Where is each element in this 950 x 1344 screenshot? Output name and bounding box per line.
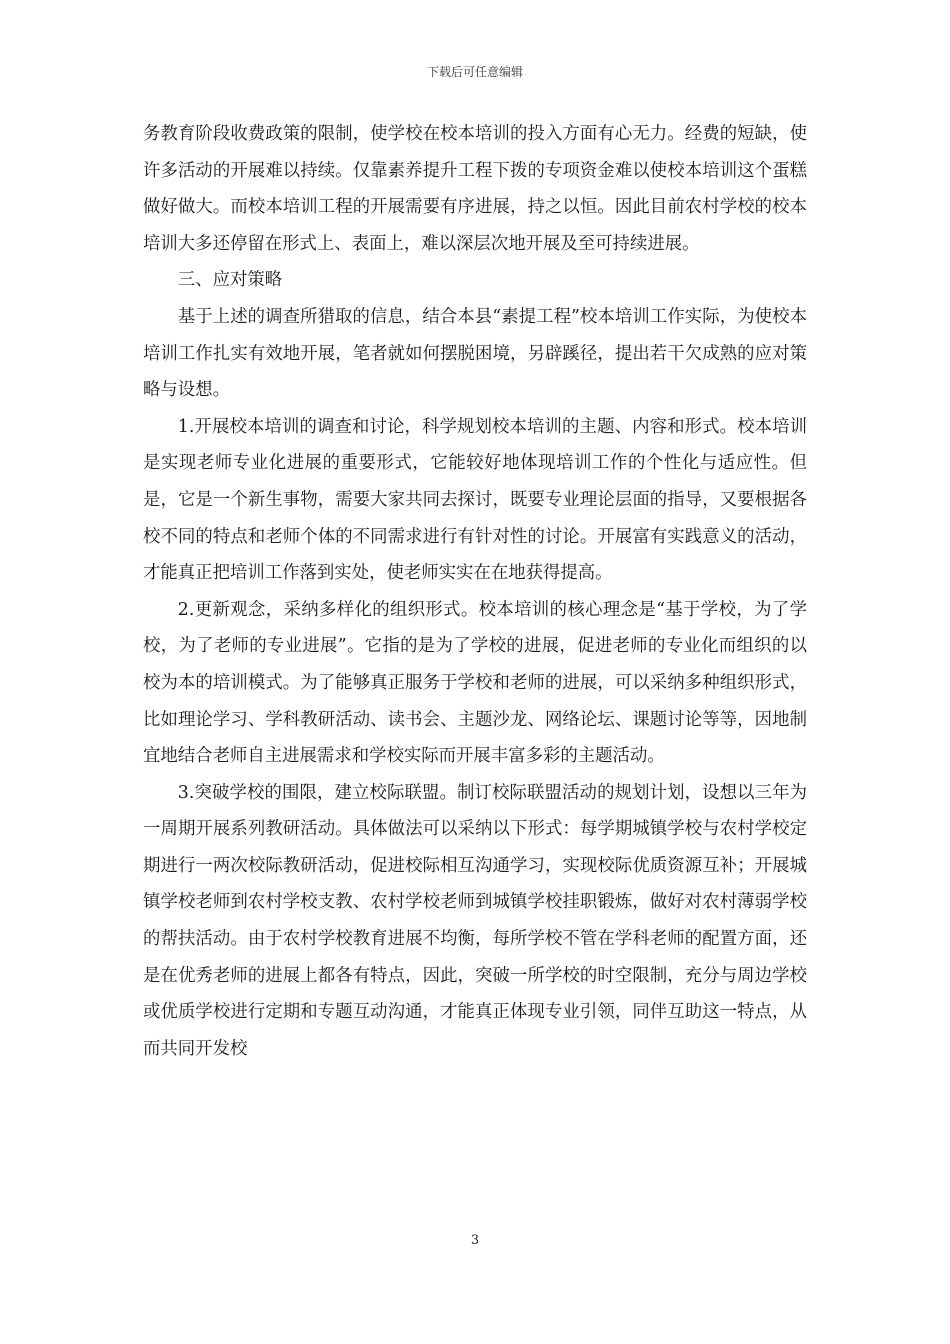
page-header: 下载后可任意编辑 (426, 65, 523, 79)
paragraph-strategy-3: 3.突破学校的围限，建立校际联盟。制订校际联盟活动的规划计划，设想以三年为一周期开展系列教研活动。具体做法可以采纳以下形式：每学期城镇学校与农村学校定期进行一两次校际教研活动，促进校际相互沟通学习，实现校际优质资源互补；开展城镇学校老师到农村学校支教、农村学校老师到城镇学校挂职锻炼，做好对农村薄弱学校的帮扶活动。由于农村学校教育进展不均衡，每所学校不管在学科老师的配置方面，还是在优秀老师的进展上都各有特点，因此，突破一所学校的时空限制，充分与周边学校或优质学校进行定期和专题互动沟通，才能真正体现专业引领，同伴互助这一特点，从而共同开发校 (143, 782, 807, 1059)
paragraph-continued-funding: 务教育阶段收费政策的限制，使学校在校本培训的投入方面有心无力。经费的短缺，使许多活动的开展难以持续。仅靠素养提升工程下拨的专项资金难以使校本培训这个蛋糕做好做大。而校本培训工程的开展需要有序进展，持之以恒。因此目前农村学校的校本培训大多还停留在形式上、表面上，难以深层次地开展及至可持续进展。 (143, 124, 807, 254)
document-body (143, 116, 807, 1067)
paragraph-strategy-1: 1.开展校本培训的调查和讨论，科学规划校本培训的主题、内容和形式。校本培训是实现老师专业化进展的重要形式，它能较好地体现培训工作的个性化与适应性。但是，它是一个新生事物，需要大家共同去探讨，既要专业理论层面的指导，又要根据各校不同的特点和老师个体的不同需求进行有针对性的讨论。开展富有实践意义的活动，才能真正把培训工作落到实处，使老师实实在在地获得提高。 (143, 416, 807, 584)
paragraph-strategies-intro: 基于上述的调查所猎取的信息，结合本县“素提工程”校本培训工作实际，为使校本培训工作扎实有效地开展，笔者就如何摆脱困境，另辟蹊径，提出若干欠成熟的应对策略与设想。 (143, 306, 807, 401)
section-heading-strategies: 三、应对策略 (177, 270, 283, 291)
page-number: 3 (470, 1233, 480, 1248)
paragraph-strategy-2: 2.更新观念，采纳多样化的组织形式。校本培训的核心理念是“基于学校，为了学校，为了老师的专业进展”。它指的是为了学校的进展，促进老师的专业化而组织的以校为本的培训模式。为了能够真正服务于学校和老师的进展，可以采纳多种组织形式，比如理论学习、学科教研活动、读书会、主题沙龙、网络论坛、课题讨论等等，因地制宜地结合老师自主进展需求和学校实际而开展丰富多彩的主题活动。 (143, 599, 807, 767)
